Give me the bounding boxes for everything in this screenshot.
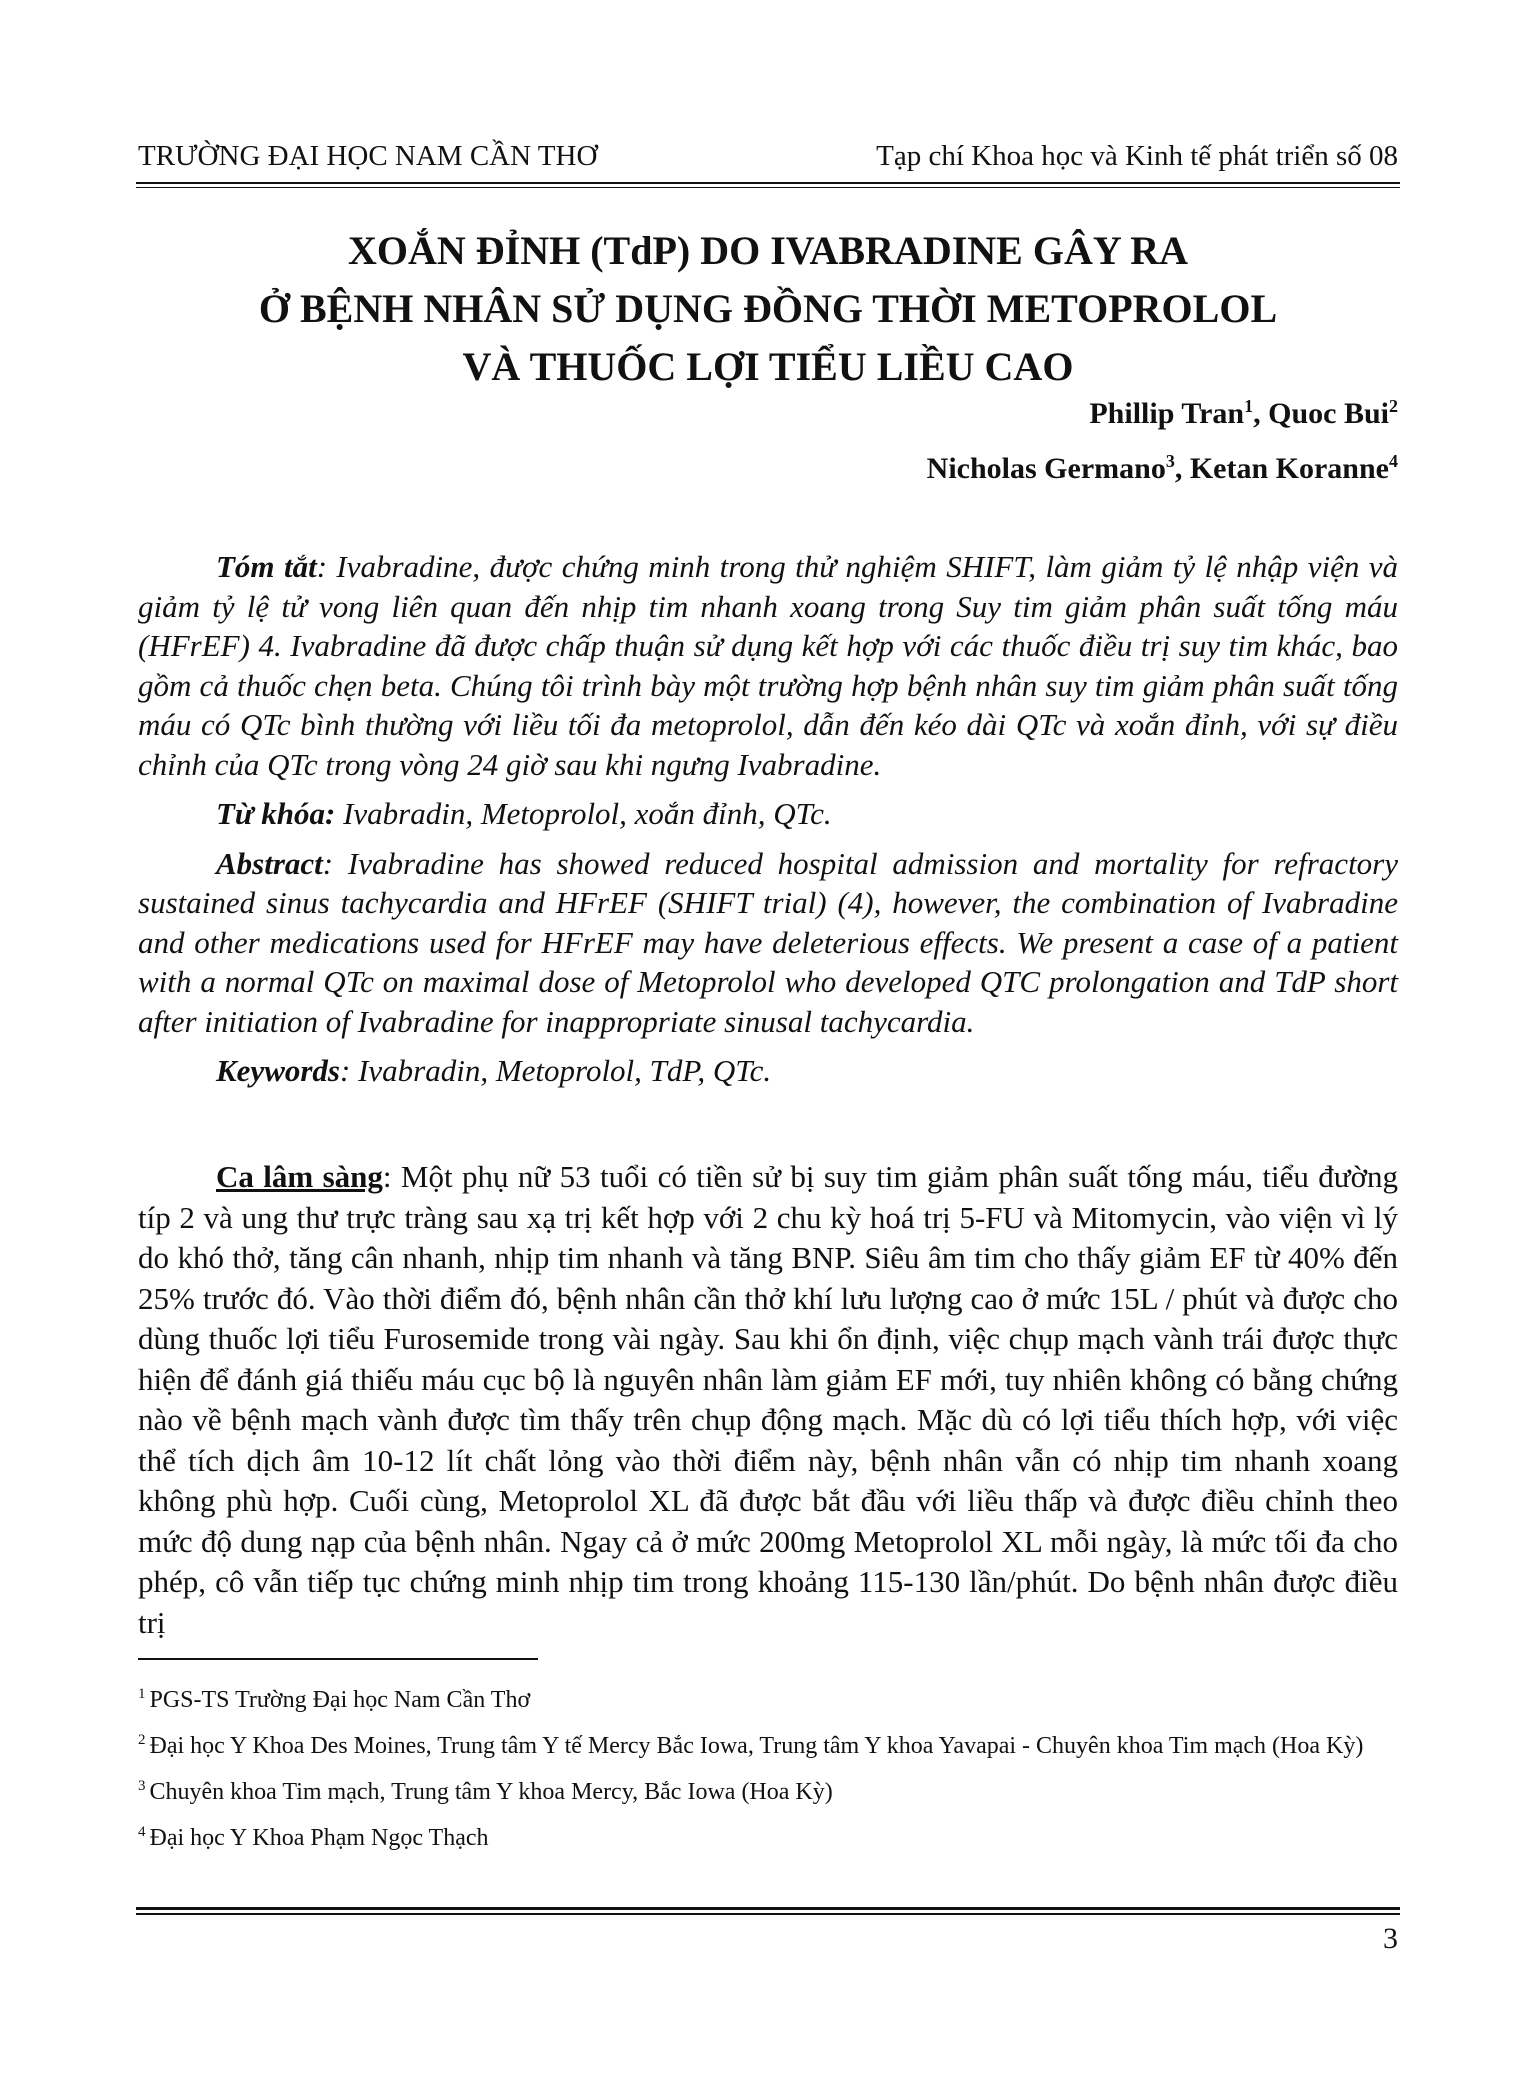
keywords-vi-text: Ivabradin, Metoprolol, xoắn đỉnh, QTc. xyxy=(335,796,832,831)
keywords-vietnamese xyxy=(138,794,1398,834)
article-title xyxy=(0,222,1536,396)
footnote-item xyxy=(138,1774,1398,1810)
abstract-vi-label: Tóm tắt xyxy=(216,549,317,584)
keywords-english xyxy=(138,1051,1398,1091)
case-paragraph xyxy=(138,1157,1398,1643)
author-affiliation-mark: 2 xyxy=(1389,396,1398,416)
keywords-en-text: : Ivabradin, Metoprolol, TdP, QTc. xyxy=(340,1053,772,1088)
footer-rule xyxy=(136,1907,1400,1915)
footnote-number: 4 xyxy=(138,1824,146,1840)
footnote-number: 3 xyxy=(138,1778,146,1794)
author-separator: , xyxy=(1174,452,1190,485)
keywords-vi-label: Từ khóa: xyxy=(216,796,336,831)
author-name: Phillip Tran xyxy=(1089,397,1245,430)
footnote-item xyxy=(138,1728,1398,1764)
title-line-1: XOẮN ĐỈNH (TdP) DO IVABRADINE GÂY RA xyxy=(347,228,1189,273)
author-separator: , xyxy=(1253,397,1269,430)
case-text: : Một phụ nữ 53 tuổi có tiền sử bị suy tim giảm phân suất tống máu, tiểu đường típ 2 và ung thư trực tràng sau xạ trị kết hợp với 2 chu kỳ hoá trị 5-FU và Mitomycin, vào viện vì lý do khó thở, tăng cân nhanh, nhịp tim nhanh và tăng BNP. Siêu âm tim cho thấy giảm EF từ 40% đến 25% trước đó. Vào thời điểm đó, bệnh nhân cần thở khí lưu lượng cao ở mức 15L / phút và được cho dùng thuốc lợi tiểu Furosemide trong vài ngày. Sau khi ổn định, việc chụp mạch vành trái được thực hiện để đánh giá thiếu máu cục bộ là nguyên nhân làm giảm EF mới, tuy nhiên không có bằng chứng nào về bệnh mạch vành được tìm thấy trên chụp động mạch. Mặc dù có lợi tiểu thích hợp, với việc thể tích dịch âm 10-12 lít chất lỏng vào thời điểm này, bệnh nhân vẫn có nhịp tim nhanh xoang không phù hợp. Cuối cùng, Metoprolol XL đã được bắt đầu với liều thấp và được điều chỉnh theo mức độ dung nạp của bệnh nhân. Ngay cả ở mức 200mg Metoprolol XL mỗi ngày, là mức tối đa cho phép, cô vẫn tiếp tục chứng minh nhịp tim trong khoảng 115-130 lần/phút. Do bệnh nhân được điều trị xyxy=(138,1159,1398,1640)
author-name: Quoc Bui xyxy=(1268,397,1389,430)
footnotes xyxy=(138,1682,1398,1866)
title-line-3: VÀ THUỐC LỢI TIỂU LIỀU CAO xyxy=(462,344,1074,389)
header-journal: Tạp chí Khoa học và Kinh tế phát triển số 08 xyxy=(876,140,1398,172)
abstract-vietnamese xyxy=(138,547,1398,784)
title-line-2: Ở BỆNH NHÂN SỬ DỤNG ĐỒNG THỜI METOPROLOL xyxy=(258,286,1278,331)
footnote-text: Đại học Y Khoa Phạm Ngọc Thạch xyxy=(149,1825,489,1851)
author-line-2 xyxy=(927,441,1398,496)
author-name: Nicholas Germano xyxy=(926,452,1166,485)
case-report-body xyxy=(138,1157,1398,1643)
author-list xyxy=(927,386,1398,496)
abstract-vi-text: : Ivabradine, được chứng minh trong thử nghiệm SHIFT, làm giảm tỷ lệ nhập viện và giảm tỷ lệ tử vong liên quan đến nhịp tim nhanh xoang trong Suy tim giảm phân suất tống máu (HFrEF) 4. Ivabradine đã được chấp thuận sử dụng kết hợp với các thuốc điều trị suy tim khác, bao gồm cả thuốc chẹn beta. Chúng tôi trình bày một trường hợp bệnh nhân suy tim giảm phân suất tống máu có QTc bình thường với liều tối đa metoprolol, dẫn đến kéo dài QTc và xoắn đỉnh, với sự điều chỉnh của QTc trong vòng 24 giờ sau khi ngưng Ivabradine. xyxy=(138,549,1398,782)
author-line-1 xyxy=(927,386,1398,441)
header-rule xyxy=(136,182,1400,188)
keywords-en-label: Keywords xyxy=(216,1053,340,1088)
footnote-item xyxy=(138,1820,1398,1856)
abstract-section xyxy=(138,547,1398,1101)
author-affiliation-mark: 4 xyxy=(1389,451,1398,471)
case-heading: Ca lâm sàng xyxy=(216,1159,383,1194)
page-number: 3 xyxy=(1383,1922,1398,1955)
author-affiliation-mark: 1 xyxy=(1244,396,1254,416)
footnote-text: Chuyên khoa Tim mạch, Trung tâm Y khoa Mercy, Bắc Iowa (Hoa Kỳ) xyxy=(149,1779,833,1805)
author-name: Ketan Koranne xyxy=(1189,452,1389,485)
author-affiliation-mark: 3 xyxy=(1165,451,1175,471)
abstract-english xyxy=(138,844,1398,1042)
footnote-item xyxy=(138,1682,1398,1718)
footnote-number: 1 xyxy=(138,1686,146,1702)
footnote-number: 2 xyxy=(138,1732,146,1748)
footnote-text: PGS-TS Trường Đại học Nam Cần Thơ xyxy=(149,1687,531,1713)
header-institution: TRƯỜNG ĐẠI HỌC NAM CẦN THƠ xyxy=(138,140,598,172)
footnote-text: Đại học Y Khoa Des Moines, Trung tâm Y tế Mercy Bắc Iowa, Trung tâm Y khoa Yavapai - Chuyên khoa Tim mạch (Hoa Kỳ) xyxy=(149,1733,1364,1759)
abstract-en-text: : Ivabradine has showed reduced hospital admission and mortality for refractory sustained sinus tachycardia and HFrEF (SHIFT trial) (4), however, the combination of Ivabradine and other medications used for HFrEF may have deleterious effects. We present a case of a patient with a normal QTc on maximal dose of Metoprolol who developed QTC prolongation and TdP short after initiation of Ivabradine for inappropriate sinusal tachycardia. xyxy=(138,845,1398,1039)
abstract-en-label: Abstract xyxy=(216,845,323,881)
footnote-separator xyxy=(138,1658,538,1660)
